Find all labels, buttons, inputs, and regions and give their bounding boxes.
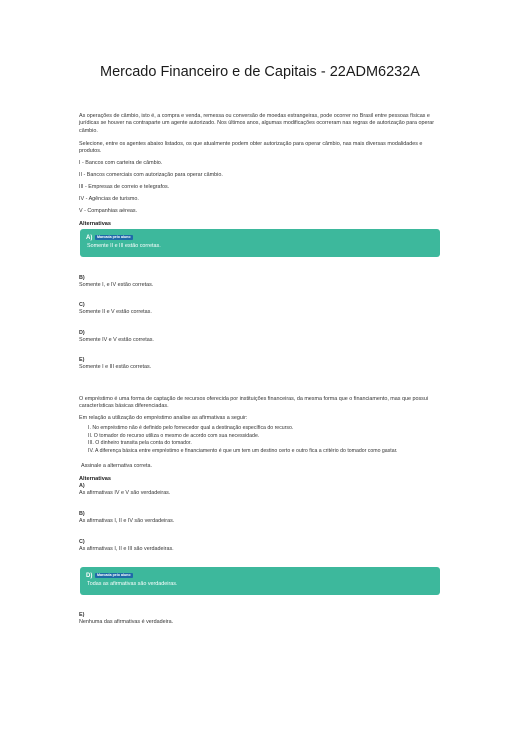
question-2-intro-text: O empréstimo é uma forma de captação de recursos oferecida por instituições financeiras, da mesma forma que o financiamento, mas que possui características básicas diferenciadas. xyxy=(79,396,429,410)
option-letter: B) xyxy=(79,511,85,517)
question-2-option[interactable] xyxy=(79,612,173,626)
option-text: Somente II e V estão corretas. xyxy=(79,309,152,315)
option-letter: C) xyxy=(79,302,85,308)
question-1-alternatives-header: Alternativas xyxy=(79,221,112,227)
question-1-option[interactable] xyxy=(79,302,152,316)
question-2-statements xyxy=(88,425,398,455)
student-marked-badge: Marcada pelo aluno xyxy=(97,235,131,239)
question-1-item: IV - Agências de turismo. xyxy=(79,196,139,202)
question-1-option[interactable] xyxy=(79,275,153,289)
question-1-option[interactable] xyxy=(79,357,151,371)
question-1-intro xyxy=(79,113,441,135)
question-1-intro-text: As operações de câmbio, isto é, a compra e venda, remessa ou conversão de moedas estrangeiras, pode ocorrer no Brasil entre pessoas físicas e jurídicas se houver na contraparte um agente autorizado. Nos últimos anos, algumas modificações ocorreram nas regras de autorização para operar câmbio. xyxy=(79,113,435,134)
option-text: As afirmativas I, II e III são verdadeiras. xyxy=(79,546,174,552)
student-marked-badge: Marcada pelo aluno xyxy=(97,573,131,577)
question-1-item: V - Companhias aéreas. xyxy=(79,208,138,214)
question-2-statement: IV. A diferença básica entre empréstimo e financiamento é que um tem um destino certo e outro fica a critério do tomador como gastar. xyxy=(88,447,398,454)
option-text: Somente I e III estão corretas. xyxy=(79,364,152,370)
question-1-item: II - Bancos comerciais com autorização para operar câmbio. xyxy=(79,172,223,178)
option-text: As afirmativas IV e V são verdadeiras. xyxy=(79,490,171,496)
question-1-item: I - Bancos com carteira de câmbio. xyxy=(79,160,163,166)
option-text: Somente I, e IV estão corretas. xyxy=(79,282,154,288)
page-title: Mercado Financeiro e de Capitais - 22ADM6232A xyxy=(100,64,420,80)
option-text: Somente IV e V estão corretas. xyxy=(79,337,154,343)
option-letter: C) xyxy=(79,539,85,545)
option-text: As afirmativas I, II e IV são verdadeiras. xyxy=(79,518,175,524)
option-letter: A) xyxy=(79,483,85,489)
option-letter: D) xyxy=(79,330,85,336)
question-1-item: III - Empresas de correio e telegrafos. xyxy=(79,184,170,190)
option-letter: B) xyxy=(79,275,85,281)
question-2-statement: III. O dinheiro transita pela conta do tomador. xyxy=(88,440,192,446)
question-2-prompt xyxy=(79,415,441,422)
option-letter: A) xyxy=(86,235,93,241)
question-2-alternatives-header: Alternativas xyxy=(79,476,112,482)
option-letter: E) xyxy=(79,357,85,363)
question-2-option[interactable] xyxy=(79,511,174,525)
option-text: Todas as afirmativas são verdadeiras. xyxy=(87,581,178,587)
question-2-option[interactable] xyxy=(79,539,174,553)
question-2-option[interactable] xyxy=(79,483,170,497)
question-2-instruction: Assinale a alternativa correta. xyxy=(81,463,153,469)
question-1-selected-option[interactable] xyxy=(80,229,440,257)
question-2-statement: II. O tomador do recurso utiliza o mesmo de acordo com sua necessidade. xyxy=(88,432,260,439)
question-2-selected-option[interactable] xyxy=(80,567,440,595)
option-letter: D) xyxy=(86,573,93,579)
question-2-statement: I. No empréstimo não é definido pelo fornecedor qual a destinação específica do recurso. xyxy=(88,425,294,431)
question-1-prompt xyxy=(79,141,441,156)
option-text: Nenhuma das afirmativas é verdadeira. xyxy=(79,619,174,625)
option-text: Somente II e III estão corretas. xyxy=(87,243,161,249)
question-2-intro xyxy=(79,396,441,411)
question-1-prompt-text: Selecione, entre os agentes abaixo listados, os que atualmente podem obter autorização para operar câmbio, nas mais diversas modalidades e produtos. xyxy=(79,141,423,155)
option-letter: E) xyxy=(79,612,85,618)
question-1-option[interactable] xyxy=(79,330,154,344)
question-2-prompt-text: Em relação a utilização do empréstimo analise as afirmativas a seguir: xyxy=(79,415,248,421)
